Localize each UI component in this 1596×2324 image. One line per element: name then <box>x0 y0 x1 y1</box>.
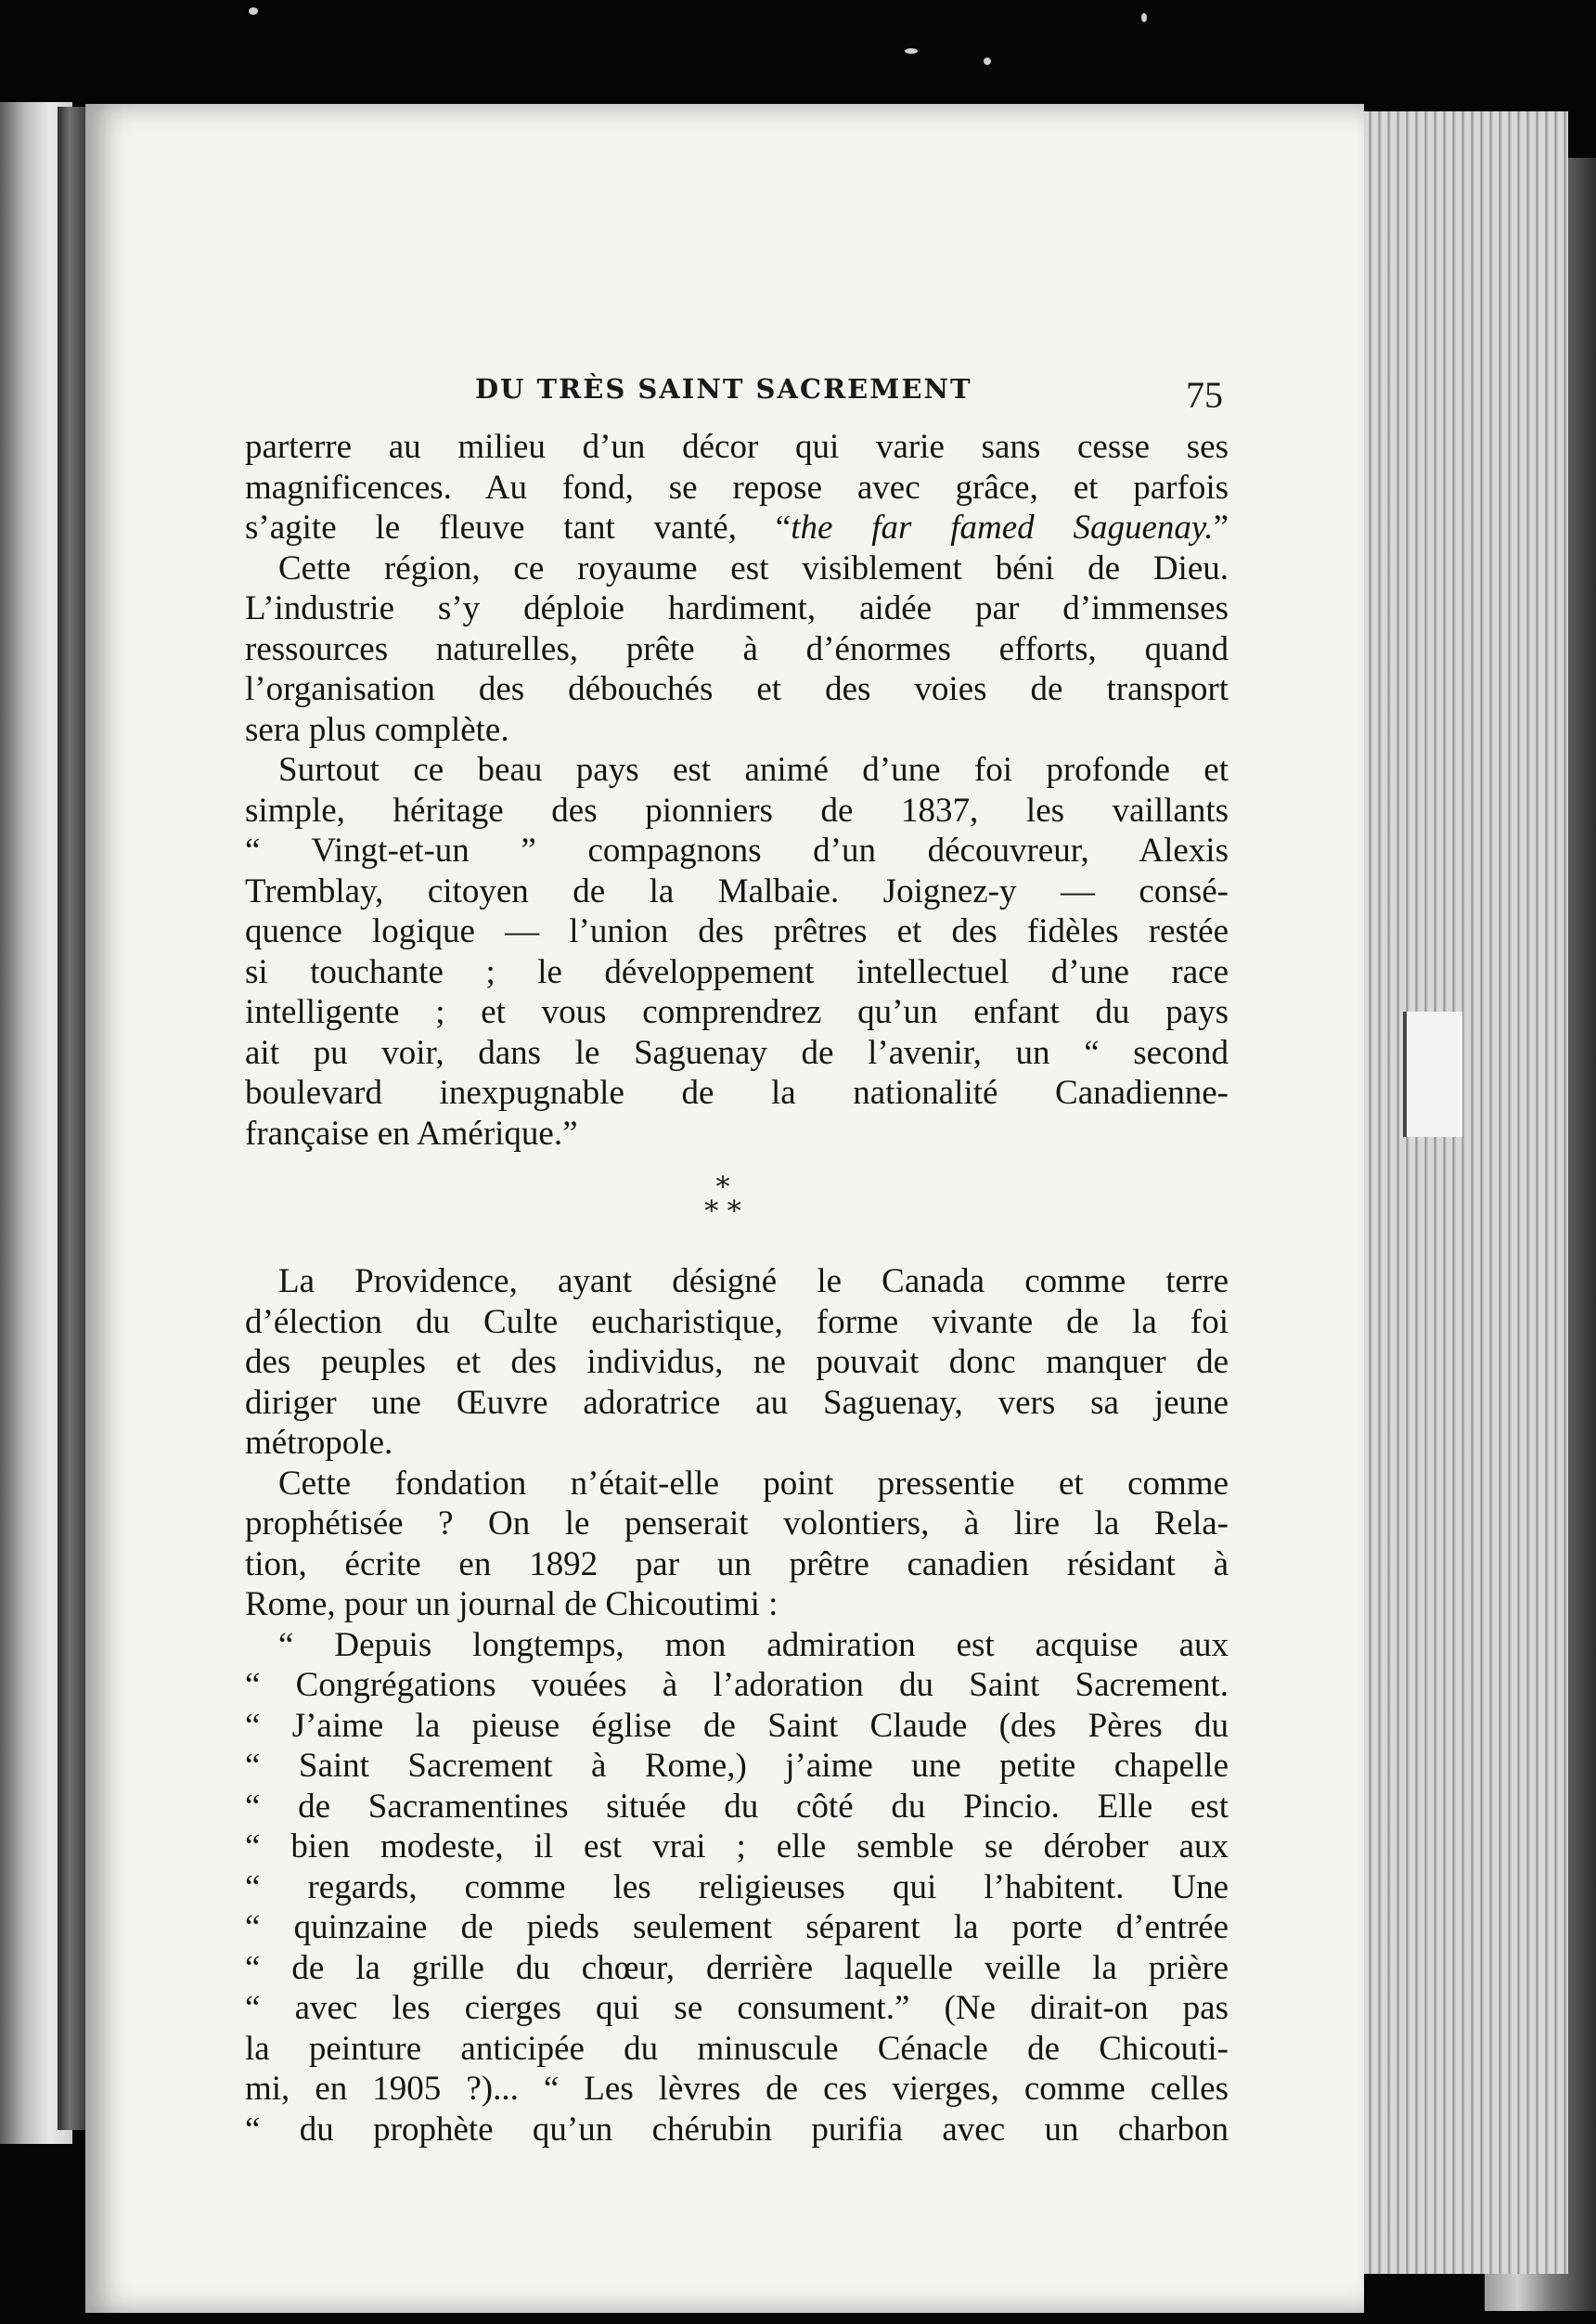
text-line: Rome, pour un journal de Chicoutimi : <box>245 1585 779 1623</box>
book-gutter <box>58 107 87 2130</box>
paragraph-3 <box>245 750 1229 1154</box>
text-line: si touchante ; le développement intellectuel d’une race <box>245 952 1229 991</box>
text-line: ait pu voir, dans le Saguenay de l’avenir, un “ second <box>245 1033 1229 1072</box>
dust-speck <box>905 48 918 54</box>
text-line: l’organisation des débouchés et des voies de transport <box>245 670 1229 708</box>
paragraph-5 <box>245 1464 1229 1625</box>
text-line: “ Depuis longtemps, mon admiration est acquise aux <box>278 1625 1229 1664</box>
text-line: “ Congrégations vouées à l’adoration du Saint Sacrement. <box>245 1666 1229 1704</box>
text-line: “ du prophète qu’un chérubin purifia avec un charbon <box>245 2110 1229 2149</box>
text-line <box>245 508 1229 549</box>
dust-speck <box>1141 13 1147 22</box>
closing-quote: ” <box>1213 509 1229 547</box>
text-line: métropole. <box>245 1424 393 1462</box>
asterism-separator <box>690 1171 755 1228</box>
text-line: Tremblay, citoyen de la Malbaie. Joignez-y — consé- <box>245 872 1229 910</box>
text-line: “ J’aime la pieuse église de Saint Claude (des Pères du <box>245 1706 1229 1745</box>
italic-quote: the far famed Saguenay. <box>791 509 1214 547</box>
text-line: diriger une Œuvre adoratrice au Saguenay, vers sa jeune <box>245 1383 1229 1422</box>
text-line: Surtout ce beau pays est animé d’une foi profonde et <box>278 751 1229 789</box>
text-line: La Providence, ayant désigné le Canada comme terre <box>278 1262 1229 1300</box>
text-line: française en Amérique.” <box>245 1114 578 1153</box>
asterism-top: * <box>715 1171 730 1204</box>
text-line: “ de la grille du chœur, derrière laquelle veille la prière <box>245 1948 1229 1987</box>
running-title: DU TRÈS SAINT SACREMENT <box>475 373 972 405</box>
paragraph-6 <box>245 1625 1229 2150</box>
text-line: parterre au milieu d’un décor qui varie sans cesse ses <box>245 428 1229 466</box>
paragraph-2 <box>245 549 1229 751</box>
text-line: “ bien modeste, il est vrai ; elle semble se dérober aux <box>245 1827 1229 1866</box>
text-line: “ quinzaine de pieds seulement séparent la porte d’entrée <box>245 1908 1229 1946</box>
paragraph-1 <box>245 427 1229 549</box>
page-number: 75 <box>1186 374 1223 416</box>
text-fragment: s’agite le fleuve tant vanté, “ <box>245 509 792 547</box>
text-line: magnificences. Au fond, se repose avec grâce, et parfois <box>245 468 1229 507</box>
book-page <box>85 104 1364 2313</box>
paragraph-4 <box>245 1261 1229 1464</box>
page-edge-tab <box>1403 1012 1462 1137</box>
text-line: ressources naturelles, prête à d’énormes efforts, quand <box>245 629 1229 668</box>
asterism-bottom: * * <box>704 1195 741 1228</box>
text-line: Cette fondation n’était-elle point pressentie et comme <box>278 1464 1229 1503</box>
text-line: “ Vingt-et-un ” compagnons d’un découvreur, Alexis <box>245 832 1229 870</box>
text-line: des peuples et des individus, ne pouvait donc manquer de <box>245 1343 1229 1381</box>
dust-speck <box>984 58 991 65</box>
text-line: L’industrie s’y déploie hardiment, aidée par d’immenses <box>245 589 1229 627</box>
page-edges <box>1345 111 1568 2274</box>
text-line: sera plus complète. <box>245 710 509 749</box>
text-line: quence logique — l’union des prêtres et des fidèles restée <box>245 912 1229 950</box>
text-line: boulevard inexpugnable de la nationalité Canadienne- <box>245 1074 1229 1112</box>
dust-speck <box>249 7 258 15</box>
text-line: “ avec les cierges qui se consument.” (Ne dirait-on pas <box>245 1989 1229 2027</box>
text-line: intelligente ; et vous comprendrez qu’un enfant du pays <box>245 993 1229 1031</box>
text-line: tion, écrite en 1892 par un prêtre canadien résidant à <box>245 1544 1229 1583</box>
text-line: mi, en 1905 ?)... “ Les lèvres de ces vierges, comme celles <box>245 2070 1229 2108</box>
text-line: “ de Sacramentines située du côté du Pincio. Elle est <box>245 1787 1229 1826</box>
text-line: “ Saint Sacrement à Rome,) j’aime une petite chapelle <box>245 1747 1229 1785</box>
text-line: Cette région, ce royaume est visiblement béni de Dieu. <box>278 549 1229 587</box>
text-line: prophétisée ? On le penserait volontiers, à lire la Rela- <box>245 1504 1229 1543</box>
text-line: la peinture anticipée du minuscule Cénacle de Chicouti- <box>245 2029 1229 2068</box>
text-line: simple, héritage des pionniers de 1837, les vaillants <box>245 791 1229 830</box>
text-line: d’élection du Culte eucharistique, forme vivante de la foi <box>245 1302 1229 1341</box>
text-line: “ regards, comme les religieuses qui l’habitent. Une <box>245 1867 1229 1906</box>
page-body <box>245 427 1229 2150</box>
